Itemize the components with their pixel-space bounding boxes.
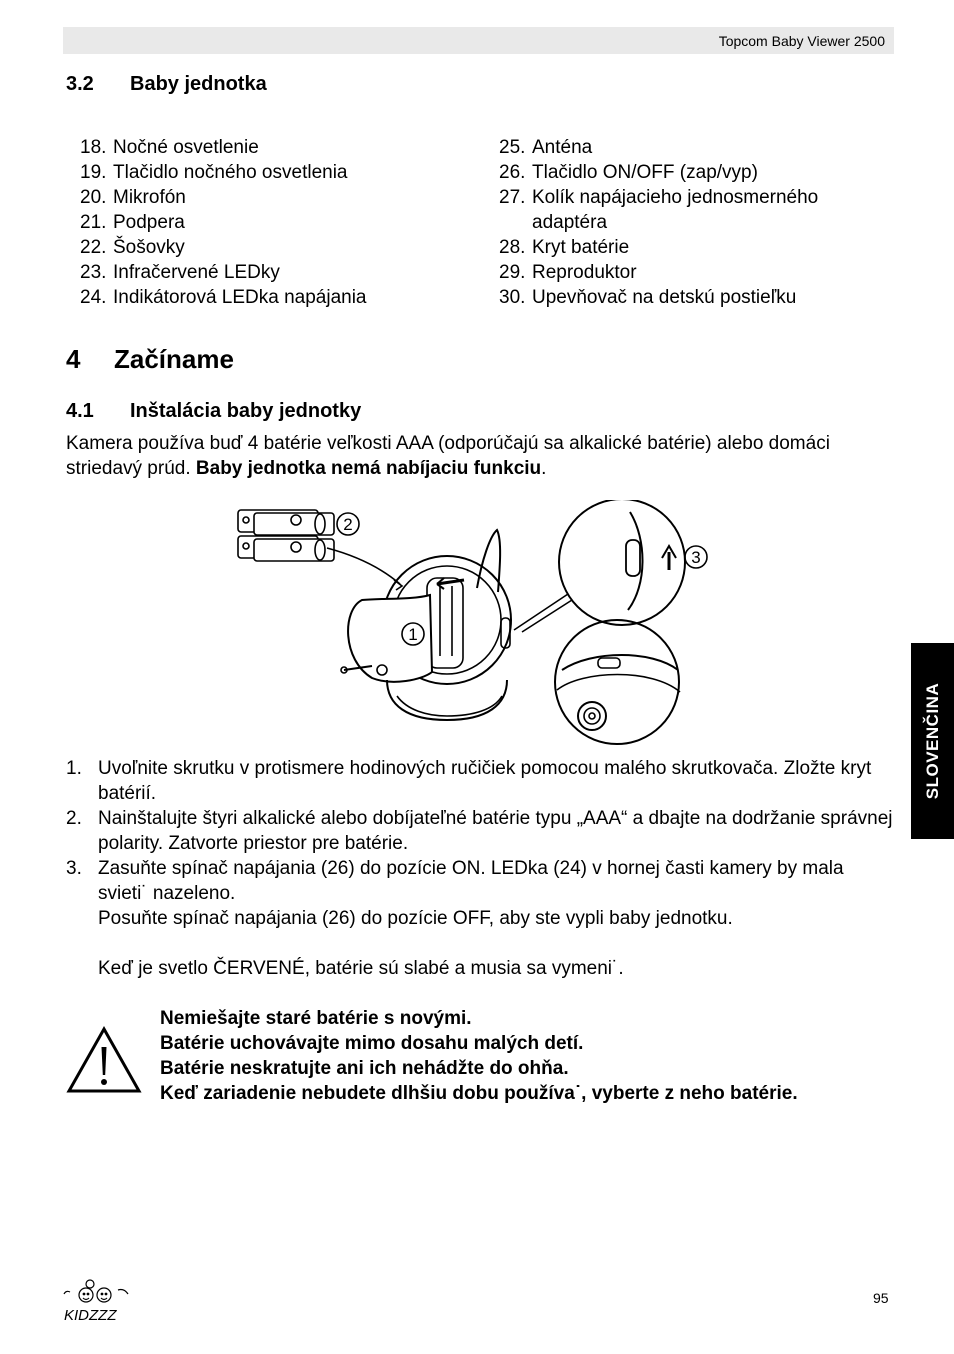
intro-bold-note: Baby jednotka nemá nabíjaciu funkciu — [195, 458, 542, 479]
page-number: 95 — [873, 1290, 889, 1306]
parts-list-right — [499, 135, 851, 310]
list-item: 25. Anténa — [499, 137, 593, 158]
callout-label: 3 — [691, 548, 701, 567]
language-tab-label: SLOVENČINA — [922, 682, 942, 800]
section-number: 4.1 — [66, 400, 94, 422]
warning-triangle-icon — [66, 1025, 142, 1095]
list-item: 28. Kryt batérie — [499, 237, 630, 258]
list-item: 2. Nainštalujte štyri alkalické alebo dobíjateľné batérie typu „AAA“ a dbajte na dodržanie správnej polarity. Zatvorte priestor pre batérie. — [66, 808, 893, 854]
list-item: 21. Podpera — [80, 212, 185, 233]
list-item: 3. Zasuňte spínač napájania (26) do pozície ON. LEDka (24) v hornej časti kamery by mala svieti˙ nazeleno. Posuňte spínač napájania (26) do pozície OFF, aby ste vypli baby jednotku. Keď je svetlo ČERVENÉ, batérie sú slabé a musia sa vymeni˙. — [66, 858, 844, 979]
warning-line: Nemiešajte staré batérie s novými. — [160, 1008, 472, 1029]
list-item: 20. Mikrofón — [80, 187, 186, 208]
list-item: 27. Kolík napájacieho jednosmerného adaptéra — [499, 187, 819, 233]
list-item: 29. Reproduktor — [499, 262, 637, 283]
header-title: Topcom Baby Viewer 2500 — [718, 33, 885, 49]
chapter-number: 4 — [66, 344, 81, 374]
warning-line: Keď zariadenie nebudete dlhšiu dobu používa˙, vyberte z neho batérie. — [160, 1083, 798, 1104]
warning-line: Batérie uchovávajte mimo dosahu malých detí. — [160, 1033, 584, 1054]
svg-text:KIDZZZ: KIDZZZ — [64, 1307, 117, 1324]
section-title: Baby jednotka — [130, 73, 267, 95]
callout-label: 2 — [343, 515, 353, 534]
list-item: 18. Nočné osvetlenie — [80, 137, 259, 158]
header-bar — [63, 27, 894, 54]
battery-icon — [238, 510, 334, 535]
list-item: 1. Uvoľnite skrutku v protismere hodinových ručičiek pomocou malého skrutkovača. Zložte kryt batérií. — [66, 758, 872, 804]
language-tab — [911, 643, 954, 839]
battery-installation-figure — [232, 500, 722, 745]
battery-warnings — [160, 1006, 798, 1106]
intro-paragraph: Kamera používa buď 4 batérie veľkosti AAA (odporúčajú sa alkalické batérie) alebo domáci striedavý prúd. Baby jednotka nemá nabíjaciu funkciu. — [66, 433, 830, 479]
warning-line: Batérie neskratujte ani ich nehádžte do ohňa. — [160, 1058, 569, 1079]
parts-list-left — [80, 135, 480, 310]
callout-label: 1 — [408, 625, 418, 644]
list-item: 22. Šošovky — [80, 237, 185, 258]
kidzzz-logo — [62, 1278, 136, 1324]
list-item: 23. Infračervené LEDky — [80, 262, 280, 283]
chapter-title: Začíname — [114, 344, 234, 374]
list-item: 30. Upevňovač na detskú postieľku — [499, 287, 797, 308]
chapter-heading — [66, 344, 234, 375]
section-heading-4-1 — [66, 400, 361, 423]
installation-steps — [66, 756, 896, 981]
section-title: Inštalácia baby jednotky — [130, 400, 362, 422]
list-item: 26. Tlačidlo ON/OFF (zap/vyp) — [499, 162, 758, 183]
list-item: 19. Tlačidlo nočného osvetlenia — [80, 162, 348, 183]
section-number: 3.2 — [66, 73, 94, 95]
list-item: 24. Indikátorová LEDka napájania — [80, 287, 367, 308]
battery-icon — [238, 536, 334, 561]
section-heading-3-2 — [66, 73, 267, 96]
